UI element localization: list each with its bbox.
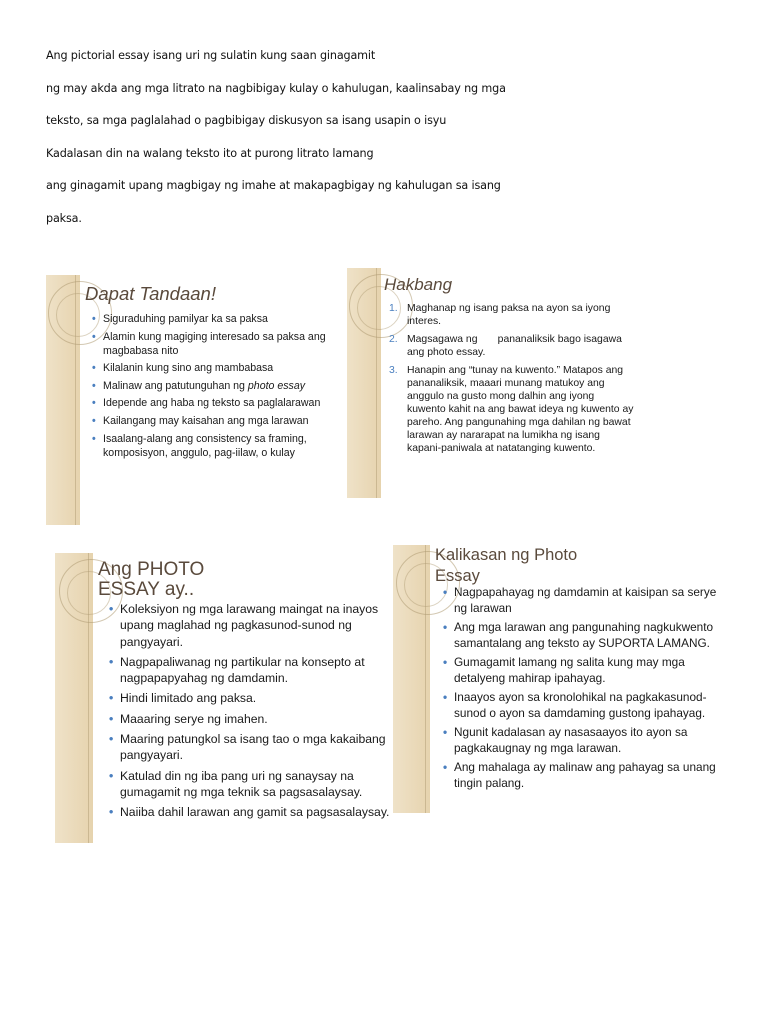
list-item (443, 689, 732, 721)
bullet-icon: • (443, 654, 448, 669)
bullet-list (109, 601, 414, 825)
slide-hakbang (347, 268, 637, 498)
list-item (109, 804, 414, 820)
list-item (92, 312, 336, 326)
bullet-icon: • (109, 654, 114, 669)
title-line: Ang PHOTO (98, 559, 205, 580)
bullet-icon: • (92, 313, 96, 325)
item-text: Koleksiyon ng mga larawang maingat na inayos upang maglahad ng pagkasunod-sunod ng pangyayari. (120, 602, 379, 649)
list-item (443, 585, 732, 616)
list-item (92, 361, 336, 375)
item-text: Gumagamit lamang ng salita kung may mga detalyeng mahirap ipahayag. (454, 654, 685, 685)
bullet-icon: • (92, 432, 96, 445)
item-text: Maaring patungkol sa isang tao o mga kakaibang pangyayari. (120, 732, 386, 763)
item-text: Ang mahalaga ay malinaw ang pahayag sa unang tingin palang. (454, 759, 716, 790)
bullet-icon: • (109, 691, 114, 706)
item-text: Kailangang may kaisahan ang mga larawan (103, 414, 309, 427)
bullet-icon: • (109, 711, 114, 726)
slide-title: Dapat Tandaan! (85, 283, 216, 304)
bullet-icon: • (443, 759, 448, 774)
bullet-icon: • (92, 379, 96, 392)
item-text: Maaaring serye ng imahen. (120, 711, 268, 726)
item-text: Katulad din ng iba pang uri ng sanaysay na gumagamit ng mga teknik sa pagsasalaysay. (120, 768, 363, 799)
bullet-icon: • (109, 602, 114, 616)
item-text: Inaayos ayon sa kronolohikal na pagkakasunod-sunod o ayon sa damdaming gustong ipahayag. (454, 689, 707, 720)
slide-title: Hakbang (384, 275, 453, 294)
bullet-icon: • (109, 805, 114, 820)
title-line: Essay (435, 567, 480, 585)
step-list (389, 302, 635, 460)
title-line: ESSAY ay.. (98, 579, 195, 600)
list-item (92, 330, 336, 358)
slide-ang-photo-essay (55, 553, 415, 843)
bullet-icon: • (92, 397, 96, 410)
list-item (109, 711, 414, 727)
slide-kalikasan (393, 545, 733, 813)
list-item (443, 619, 732, 651)
bullet-icon: • (443, 585, 448, 599)
step-number: 2. (389, 334, 398, 345)
list-item (92, 379, 336, 393)
item-text: Idepende ang haba ng teksto sa paglalarawan (103, 397, 321, 410)
bullet-icon: • (92, 414, 96, 427)
intro-text (46, 40, 736, 236)
item-text: Ngunit kadalasan ay nasasaayos ito ayon sa pagkakaugnay ng mga larawan. (454, 724, 688, 755)
item-text: Isaalang-alang ang consistency sa framing, komposisyon, anggulo, pag-iilaw, o kulay (103, 432, 307, 459)
list-item (109, 690, 414, 706)
slide-title (435, 545, 577, 587)
list-item (109, 768, 414, 801)
list-item (92, 414, 336, 428)
bullet-list (92, 312, 336, 463)
bullet-icon: • (443, 619, 448, 634)
item-text: Nagpapahayag ng damdamin at kaisipan sa serye ng larawan (454, 585, 717, 615)
intro-line: ang ginagamit upang magbigay ng imahe at makapagbigay ng kahulugan sa isang (46, 179, 501, 193)
step-text: Maghanap ng isang paksa na ayon sa iyong interes. (407, 303, 611, 327)
item-emphasis: photo essay (247, 379, 306, 392)
list-item (109, 731, 414, 764)
list-item (443, 724, 732, 756)
slide-title (98, 560, 204, 600)
list-item (109, 654, 414, 687)
item-text: Kilalanin kung sino ang mambabasa (103, 362, 274, 375)
list-item (92, 396, 336, 410)
bullet-icon: • (109, 732, 114, 747)
bullet-icon: • (109, 768, 114, 783)
step-item (389, 364, 635, 455)
step-number: 1. (389, 303, 398, 314)
item-text: Malinaw ang patutunguhan ng (103, 379, 245, 392)
item-text: Nagpapaliwanag ng partikular na konsepto at nagpapapyahag ng damdamin. (120, 654, 365, 686)
step-text: Magsagawa ng pananaliksik bago isagawa ang photo essay. (407, 334, 625, 358)
item-text: Hindi limitado ang paksa. (120, 691, 257, 706)
bullet-icon: • (92, 362, 96, 375)
bullet-icon: • (92, 330, 96, 343)
list-item (109, 601, 414, 650)
item-text: Ang mga larawan ang pangunahing nagkukwento samantalang ang teksto ay SUPORTA LAMANG. (454, 619, 714, 650)
list-item (92, 432, 336, 460)
list-item (443, 759, 732, 791)
intro-line: paksa. (46, 211, 82, 225)
intro-line: Ang pictorial essay isang uri ng sulatin kung saan ginagamit (46, 49, 376, 62)
list-item (443, 654, 732, 686)
slide-dapat-tandaan (46, 275, 336, 525)
item-text: Naiiba dahil larawan ang gamit sa pagsasalaysay. (120, 805, 390, 820)
intro-line: ng may akda ang mga litrato na nagbibigay kulay o kahulugan, kaalinsabay ng mga (46, 81, 506, 95)
title-line: Kalikasan ng Photo (435, 546, 578, 564)
intro-line: teksto, sa mga paglalahad o pagbibigay diskusyon sa isang usapin o isyu (46, 114, 447, 128)
step-number: 3. (389, 365, 398, 376)
step-text: Hanapin ang “tunay na kuwento.” Matapos ang pananaliksik, maaari munang matukoy ang anggulo na gusto mong dalhin ang iyong kuwento kahit na ang bawat ideya ng kuwento ay pareho. Ang pangunahing mga dahilan ng bawat larawan ay nararapat na lumikha ng isang kapani-paniwala at natatanging kuwento. (407, 365, 634, 454)
item-text: Alamin kung magiging interesado sa paksa ang magbabasa nito (103, 330, 326, 357)
bullet-icon: • (443, 724, 448, 739)
intro-line: Kadalasan din na walang teksto ito at purong litrato lamang (46, 146, 374, 160)
bullet-list (443, 585, 732, 795)
step-item (389, 333, 635, 359)
bullet-icon: • (443, 689, 448, 704)
item-text: Siguraduhing pamilyar ka sa paksa (103, 313, 268, 325)
step-item (389, 302, 635, 328)
